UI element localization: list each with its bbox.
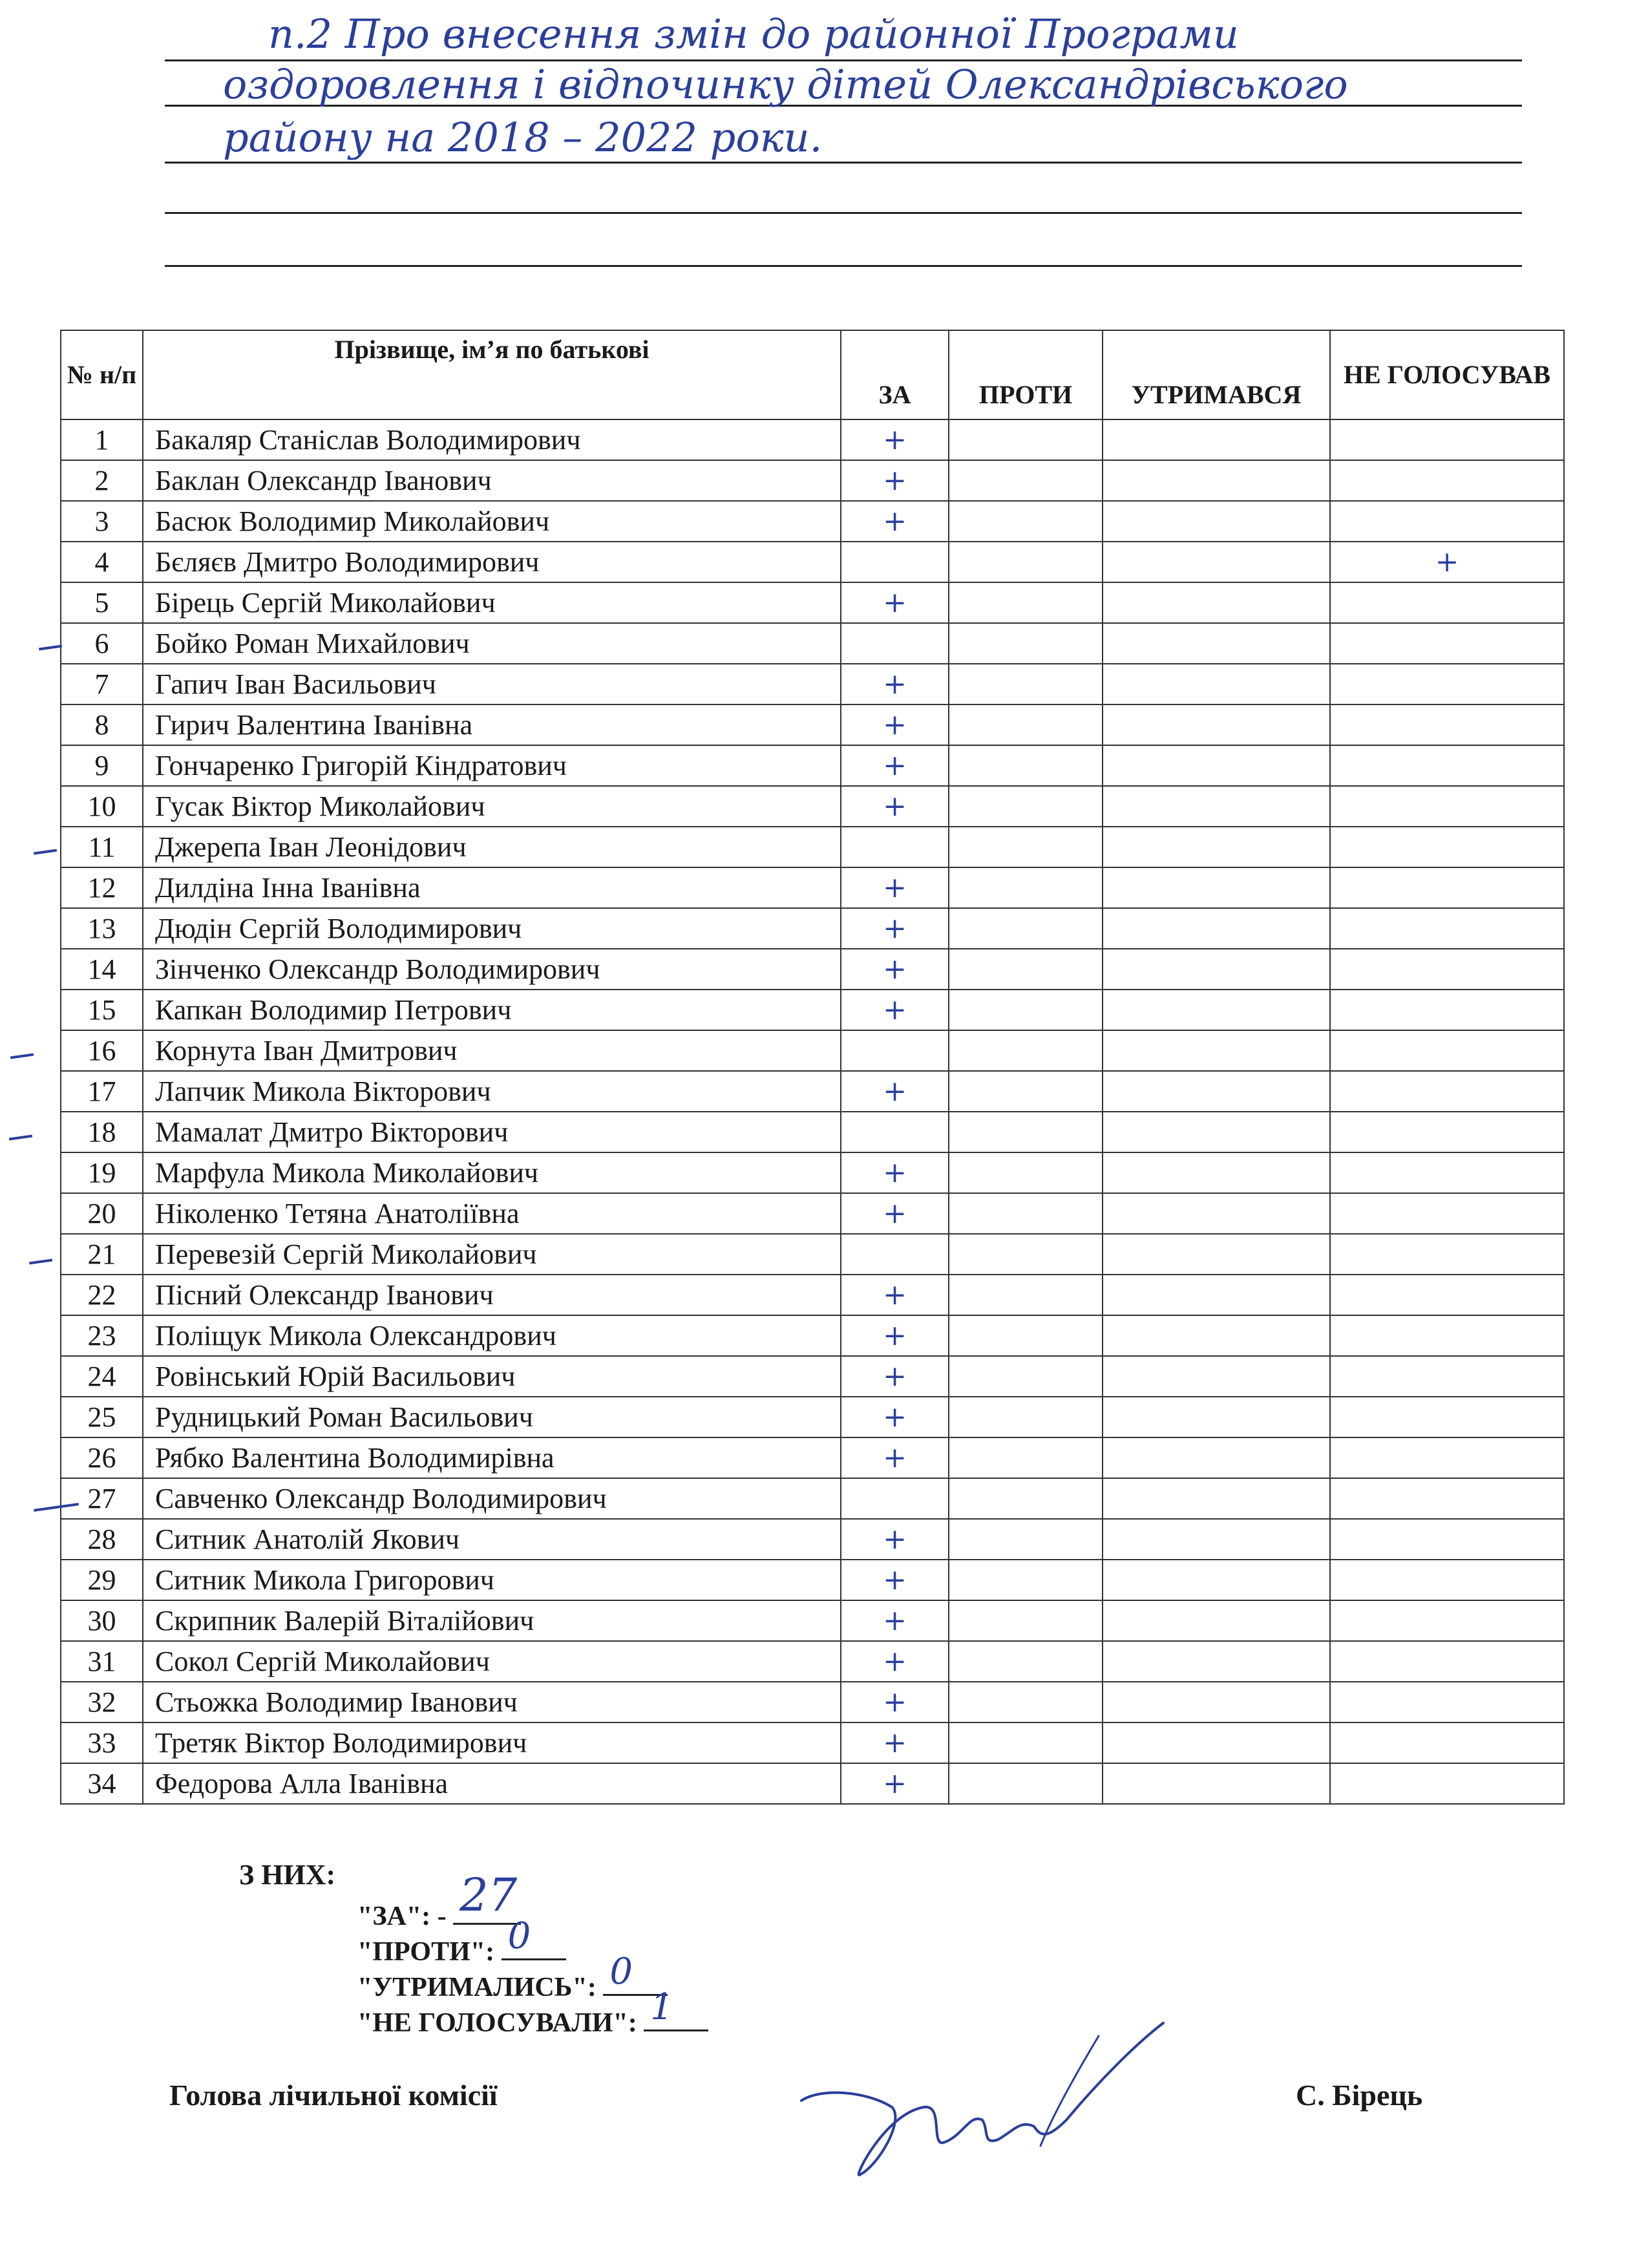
summary-proty-blank bbox=[502, 1915, 566, 1960]
row-number: 23 bbox=[61, 1315, 143, 1356]
margin-dash bbox=[9, 1135, 32, 1141]
table-row bbox=[61, 1275, 1564, 1315]
vote-ne-holosuvav-cell bbox=[1330, 949, 1564, 990]
header-za: ЗА bbox=[841, 330, 949, 419]
table-row bbox=[61, 1682, 1564, 1722]
vote-proty-cell bbox=[949, 1071, 1103, 1112]
vote-za-cell bbox=[841, 623, 949, 664]
vote-utrymavsia-cell bbox=[1103, 664, 1330, 705]
vote-utrymavsia-cell bbox=[1103, 827, 1330, 867]
vote-utrymavsia-cell bbox=[1103, 867, 1330, 908]
table-row bbox=[61, 1560, 1564, 1600]
vote-utrymavsia-cell bbox=[1103, 582, 1330, 623]
vote-za-cell: + bbox=[841, 419, 949, 460]
voting-table bbox=[60, 330, 1565, 1805]
vote-ne-holosuvav-cell bbox=[1330, 786, 1564, 827]
vote-proty-cell bbox=[949, 1193, 1103, 1234]
table-row bbox=[61, 1722, 1564, 1763]
table-row bbox=[61, 990, 1564, 1030]
summary-za-label: "ЗА": - bbox=[357, 1902, 447, 1931]
header-ne-holosuvav: НЕ ГОЛОСУВАВ bbox=[1330, 330, 1564, 419]
row-number: 30 bbox=[61, 1600, 143, 1641]
vote-za-cell: + bbox=[841, 1275, 949, 1315]
vote-proty-cell bbox=[949, 623, 1103, 664]
vote-za-cell: + bbox=[841, 1560, 949, 1600]
table-row bbox=[61, 1600, 1564, 1641]
vote-za-cell: + bbox=[841, 664, 949, 705]
vote-utrymavsia-cell bbox=[1103, 1519, 1330, 1560]
vote-ne-holosuvav-cell bbox=[1330, 1722, 1564, 1763]
vote-proty-cell bbox=[949, 1641, 1103, 1682]
vote-proty-cell bbox=[949, 460, 1103, 501]
table-row bbox=[61, 1071, 1564, 1112]
vote-za-cell: + bbox=[841, 1519, 949, 1560]
row-number: 9 bbox=[61, 745, 143, 786]
vote-utrymavsia-cell bbox=[1103, 1600, 1330, 1641]
member-name: Стьожка Володимир Іванович bbox=[143, 1682, 841, 1722]
vote-proty-cell bbox=[949, 1763, 1103, 1804]
member-name: Бойко Роман Михайлович bbox=[143, 623, 841, 664]
margin-dash bbox=[34, 849, 57, 855]
member-name: Капкан Володимир Петрович bbox=[143, 990, 841, 1030]
signature-icon bbox=[776, 2017, 1176, 2185]
row-number: 16 bbox=[61, 1030, 143, 1071]
vote-ne-holosuvav-cell bbox=[1330, 1560, 1564, 1600]
row-number: 29 bbox=[61, 1560, 143, 1600]
member-name: Ситник Анатолій Якович bbox=[143, 1519, 841, 1560]
vote-proty-cell bbox=[949, 1560, 1103, 1600]
member-name: Корнута Іван Дмитрович bbox=[143, 1030, 841, 1071]
vote-ne-holosuvav-cell bbox=[1330, 1641, 1564, 1682]
table-row bbox=[61, 1478, 1564, 1519]
member-name: Поліщук Микола Олександрович bbox=[143, 1315, 841, 1356]
agenda-line-1: п.2 Про внесення змін до районної Програми bbox=[268, 10, 1239, 58]
row-number: 17 bbox=[61, 1071, 143, 1112]
vote-proty-cell bbox=[949, 827, 1103, 867]
header-name: Прізвище, ім’я по батькові bbox=[143, 330, 841, 419]
vote-ne-holosuvav-cell bbox=[1330, 582, 1564, 623]
row-number: 5 bbox=[61, 582, 143, 623]
table-row bbox=[61, 745, 1564, 786]
member-name: Ровінський Юрій Васильович bbox=[143, 1356, 841, 1397]
vote-za-cell: + bbox=[841, 1356, 949, 1397]
vote-za-cell bbox=[841, 542, 949, 582]
vote-proty-cell bbox=[949, 1478, 1103, 1519]
vote-proty-cell bbox=[949, 867, 1103, 908]
table-row bbox=[61, 1437, 1564, 1478]
row-number: 6 bbox=[61, 623, 143, 664]
table-row bbox=[61, 949, 1564, 990]
table-row bbox=[61, 908, 1564, 949]
member-name: Сокол Сергій Миколайович bbox=[143, 1641, 841, 1682]
agenda-line-2: оздоровлення і відпочинку дітей Олександрівського bbox=[223, 61, 1348, 108]
vote-ne-holosuvav-cell bbox=[1330, 1600, 1564, 1641]
vote-proty-cell bbox=[949, 1600, 1103, 1641]
vote-utrymavsia-cell bbox=[1103, 1397, 1330, 1437]
summary-utrymalys-value: 0 bbox=[609, 1951, 633, 1993]
vote-ne-holosuvav-cell bbox=[1330, 827, 1564, 867]
row-number: 32 bbox=[61, 1682, 143, 1722]
summary-ne-holosuvaly-value: 1 bbox=[650, 1986, 673, 2028]
member-name: Рябко Валентина Володимирівна bbox=[143, 1437, 841, 1478]
vote-ne-holosuvav-cell bbox=[1330, 867, 1564, 908]
vote-utrymavsia-cell bbox=[1103, 786, 1330, 827]
row-number: 24 bbox=[61, 1356, 143, 1397]
vote-proty-cell bbox=[949, 990, 1103, 1030]
vote-za-cell: + bbox=[841, 745, 949, 786]
vote-ne-holosuvav-cell bbox=[1330, 1193, 1564, 1234]
vote-ne-holosuvav-cell bbox=[1330, 1030, 1564, 1071]
vote-utrymavsia-cell bbox=[1103, 1071, 1330, 1112]
summary-heading: З НИХ: bbox=[239, 1859, 336, 1891]
vote-utrymavsia-cell bbox=[1103, 1560, 1330, 1600]
vote-za-cell: + bbox=[841, 786, 949, 827]
table-row bbox=[61, 501, 1564, 542]
member-name: Мамалат Дмитро Вікторович bbox=[143, 1112, 841, 1152]
commission-chair-title: Голова лічильної комісії bbox=[169, 2079, 498, 2112]
row-number: 31 bbox=[61, 1641, 143, 1682]
vote-utrymavsia-cell bbox=[1103, 501, 1330, 542]
vote-proty-cell bbox=[949, 582, 1103, 623]
member-name: Лапчик Микола Вікторович bbox=[143, 1071, 841, 1112]
vote-za-cell bbox=[841, 1030, 949, 1071]
row-number: 21 bbox=[61, 1234, 143, 1275]
member-name: Савченко Олександр Володимирович bbox=[143, 1478, 841, 1519]
vote-za-cell: + bbox=[841, 990, 949, 1030]
summary-ne-holosuvaly-blank bbox=[644, 1986, 708, 2031]
vote-proty-cell bbox=[949, 949, 1103, 990]
vote-ne-holosuvav-cell bbox=[1330, 1763, 1564, 1804]
vote-utrymavsia-cell bbox=[1103, 460, 1330, 501]
member-name: Перевезій Сергій Миколайович bbox=[143, 1234, 841, 1275]
vote-utrymavsia-cell bbox=[1103, 1763, 1330, 1804]
vote-utrymavsia-cell bbox=[1103, 1030, 1330, 1071]
member-name: Ніколенко Тетяна Анатоліївна bbox=[143, 1193, 841, 1234]
vote-utrymavsia-cell bbox=[1103, 908, 1330, 949]
vote-proty-cell bbox=[949, 664, 1103, 705]
ruled-line bbox=[165, 162, 1522, 164]
vote-za-cell: + bbox=[841, 949, 949, 990]
vote-utrymavsia-cell bbox=[1103, 949, 1330, 990]
vote-ne-holosuvav-cell bbox=[1330, 1356, 1564, 1397]
vote-ne-holosuvav-cell bbox=[1330, 1112, 1564, 1152]
member-name: Дилдіна Інна Іванівна bbox=[143, 867, 841, 908]
table-row bbox=[61, 460, 1564, 501]
vote-ne-holosuvav-cell bbox=[1330, 745, 1564, 786]
ruled-line bbox=[165, 212, 1522, 214]
vote-za-cell: + bbox=[841, 705, 949, 745]
vote-utrymavsia-cell bbox=[1103, 1356, 1330, 1397]
vote-proty-cell bbox=[949, 1397, 1103, 1437]
vote-za-cell: + bbox=[841, 1641, 949, 1682]
row-number: 33 bbox=[61, 1722, 143, 1763]
vote-za-cell: + bbox=[841, 1071, 949, 1112]
member-name: Гирич Валентина Іванівна bbox=[143, 705, 841, 745]
header-proty: ПРОТИ bbox=[949, 330, 1103, 419]
table-row bbox=[61, 1152, 1564, 1193]
table-row bbox=[61, 582, 1564, 623]
vote-proty-cell bbox=[949, 419, 1103, 460]
table-row bbox=[61, 867, 1564, 908]
vote-ne-holosuvav-cell bbox=[1330, 990, 1564, 1030]
vote-za-cell: + bbox=[841, 908, 949, 949]
member-name: Бакаляр Станіслав Володимирович bbox=[143, 419, 841, 460]
vote-utrymavsia-cell bbox=[1103, 1112, 1330, 1152]
member-name: Пісний Олександр Іванович bbox=[143, 1275, 841, 1315]
commission-chair-name: С. Бірець bbox=[1296, 2079, 1423, 2112]
row-number: 10 bbox=[61, 786, 143, 827]
vote-utrymavsia-cell bbox=[1103, 1478, 1330, 1519]
table-body bbox=[61, 419, 1564, 1804]
member-name: Зінченко Олександр Володимирович bbox=[143, 949, 841, 990]
vote-utrymavsia-cell bbox=[1103, 1193, 1330, 1234]
row-number: 12 bbox=[61, 867, 143, 908]
table-row bbox=[61, 1030, 1564, 1071]
table-row bbox=[61, 1763, 1564, 1804]
table-row bbox=[61, 1193, 1564, 1234]
vote-za-cell: + bbox=[841, 1682, 949, 1722]
vote-ne-holosuvav-cell bbox=[1330, 1071, 1564, 1112]
vote-proty-cell bbox=[949, 1682, 1103, 1722]
member-name: Федорова Алла Іванівна bbox=[143, 1763, 841, 1804]
summary-za bbox=[357, 1869, 521, 1932]
member-name: Баклан Олександр Іванович bbox=[143, 460, 841, 501]
vote-ne-holosuvav-cell bbox=[1330, 1315, 1564, 1356]
row-number: 3 bbox=[61, 501, 143, 542]
member-name: Бєляєв Дмитро Володимирович bbox=[143, 542, 841, 582]
vote-ne-holosuvav-cell bbox=[1330, 623, 1564, 664]
table-row bbox=[61, 542, 1564, 582]
vote-utrymavsia-cell bbox=[1103, 1682, 1330, 1722]
table-row bbox=[61, 1397, 1564, 1437]
summary-utrymalys-label: "УТРИМАЛИСЬ": bbox=[357, 1973, 597, 2002]
ruled-line bbox=[165, 265, 1522, 267]
table-row bbox=[61, 1356, 1564, 1397]
member-name: Джерепа Іван Леонідович bbox=[143, 827, 841, 867]
row-number: 7 bbox=[61, 664, 143, 705]
vote-za-cell: + bbox=[841, 1722, 949, 1763]
vote-za-cell bbox=[841, 1478, 949, 1519]
table-row bbox=[61, 419, 1564, 460]
vote-utrymavsia-cell bbox=[1103, 745, 1330, 786]
vote-proty-cell bbox=[949, 1519, 1103, 1560]
summary-za-value: 27 bbox=[460, 1869, 518, 1922]
member-name: Басюк Володимир Миколайович bbox=[143, 501, 841, 542]
table-row bbox=[61, 1315, 1564, 1356]
summary-proty-value: 0 bbox=[507, 1915, 531, 1957]
header-utrymavsia: УТРИМАВСЯ bbox=[1103, 330, 1330, 419]
vote-ne-holosuvav-cell bbox=[1330, 1437, 1564, 1478]
member-name: Третяк Віктор Володимирович bbox=[143, 1722, 841, 1763]
table-row bbox=[61, 1519, 1564, 1560]
agenda-line-3: району на 2018 – 2022 роки. bbox=[223, 114, 823, 161]
table-row bbox=[61, 786, 1564, 827]
vote-proty-cell bbox=[949, 1356, 1103, 1397]
row-number: 4 bbox=[61, 542, 143, 582]
vote-za-cell: + bbox=[841, 1437, 949, 1478]
vote-za-cell: + bbox=[841, 582, 949, 623]
vote-proty-cell bbox=[949, 745, 1103, 786]
vote-utrymavsia-cell bbox=[1103, 705, 1330, 745]
vote-proty-cell bbox=[949, 1315, 1103, 1356]
member-name: Гапич Іван Васильович bbox=[143, 664, 841, 705]
row-number: 18 bbox=[61, 1112, 143, 1152]
vote-utrymavsia-cell bbox=[1103, 990, 1330, 1030]
vote-za-cell: + bbox=[841, 460, 949, 501]
vote-za-cell: + bbox=[841, 1315, 949, 1356]
member-name: Марфула Микола Миколайович bbox=[143, 1152, 841, 1193]
vote-utrymavsia-cell bbox=[1103, 1722, 1330, 1763]
margin-dash bbox=[39, 645, 62, 651]
vote-proty-cell bbox=[949, 1722, 1103, 1763]
vote-utrymavsia-cell bbox=[1103, 1275, 1330, 1315]
member-name: Рудницький Роман Васильович bbox=[143, 1397, 841, 1437]
table-header-row bbox=[61, 330, 1564, 419]
vote-ne-holosuvav-cell bbox=[1330, 705, 1564, 745]
header-num: № н/п bbox=[61, 330, 143, 419]
table-row bbox=[61, 1234, 1564, 1275]
row-number: 20 bbox=[61, 1193, 143, 1234]
vote-ne-holosuvav-cell bbox=[1330, 419, 1564, 460]
vote-proty-cell bbox=[949, 542, 1103, 582]
vote-utrymavsia-cell bbox=[1103, 542, 1330, 582]
vote-ne-holosuvav-cell bbox=[1330, 1152, 1564, 1193]
summary-ne-holosuvaly-label: "НЕ ГОЛОСУВАЛИ": bbox=[357, 2008, 637, 2038]
vote-utrymavsia-cell bbox=[1103, 1641, 1330, 1682]
vote-utrymavsia-cell bbox=[1103, 1234, 1330, 1275]
vote-za-cell: + bbox=[841, 1600, 949, 1641]
vote-proty-cell bbox=[949, 1112, 1103, 1152]
vote-ne-holosuvav-cell bbox=[1330, 908, 1564, 949]
vote-za-cell: + bbox=[841, 1152, 949, 1193]
vote-ne-holosuvav-cell bbox=[1330, 1397, 1564, 1437]
member-name: Ситник Микола Григорович bbox=[143, 1560, 841, 1600]
vote-za-cell: + bbox=[841, 1763, 949, 1804]
vote-proty-cell bbox=[949, 1437, 1103, 1478]
vote-utrymavsia-cell bbox=[1103, 419, 1330, 460]
row-number: 19 bbox=[61, 1152, 143, 1193]
vote-ne-holosuvav-cell bbox=[1330, 1275, 1564, 1315]
vote-ne-holosuvav-cell bbox=[1330, 1519, 1564, 1560]
vote-za-cell: + bbox=[841, 1397, 949, 1437]
row-number: 14 bbox=[61, 949, 143, 990]
margin-dash bbox=[29, 1259, 52, 1265]
vote-za-cell: + bbox=[841, 1193, 949, 1234]
member-name: Гончаренко Григорій Кіндратович bbox=[143, 745, 841, 786]
member-name: Скрипник Валерій Віталійович bbox=[143, 1600, 841, 1641]
vote-ne-holosuvav-cell bbox=[1330, 460, 1564, 501]
margin-dash bbox=[10, 1054, 34, 1059]
vote-utrymavsia-cell bbox=[1103, 623, 1330, 664]
vote-utrymavsia-cell bbox=[1103, 1437, 1330, 1478]
row-number: 26 bbox=[61, 1437, 143, 1478]
vote-proty-cell bbox=[949, 1275, 1103, 1315]
vote-ne-holosuvav-cell bbox=[1330, 501, 1564, 542]
row-number: 27 bbox=[61, 1478, 143, 1519]
row-number: 1 bbox=[61, 419, 143, 460]
row-number: 34 bbox=[61, 1763, 143, 1804]
member-name: Бірець Сергій Миколайович bbox=[143, 582, 841, 623]
vote-za-cell bbox=[841, 827, 949, 867]
row-number: 8 bbox=[61, 705, 143, 745]
vote-proty-cell bbox=[949, 786, 1103, 827]
row-number: 25 bbox=[61, 1397, 143, 1437]
vote-proty-cell bbox=[949, 1234, 1103, 1275]
table-row bbox=[61, 705, 1564, 745]
table-row bbox=[61, 827, 1564, 867]
row-number: 15 bbox=[61, 990, 143, 1030]
vote-proty-cell bbox=[949, 1030, 1103, 1071]
row-number: 28 bbox=[61, 1519, 143, 1560]
vote-za-cell bbox=[841, 1234, 949, 1275]
member-name: Гусак Віктор Миколайович bbox=[143, 786, 841, 827]
vote-proty-cell bbox=[949, 1152, 1103, 1193]
vote-ne-holosuvav-cell bbox=[1330, 664, 1564, 705]
vote-utrymavsia-cell bbox=[1103, 1315, 1330, 1356]
vote-proty-cell bbox=[949, 705, 1103, 745]
vote-proty-cell bbox=[949, 908, 1103, 949]
vote-ne-holosuvav-cell bbox=[1330, 1478, 1564, 1519]
table-row bbox=[61, 664, 1564, 705]
vote-ne-holosuvav-cell bbox=[1330, 1234, 1564, 1275]
vote-za-cell: + bbox=[841, 867, 949, 908]
table-row bbox=[61, 623, 1564, 664]
row-number: 22 bbox=[61, 1275, 143, 1315]
vote-utrymavsia-cell bbox=[1103, 1152, 1330, 1193]
vote-za-cell: + bbox=[841, 501, 949, 542]
row-number: 13 bbox=[61, 908, 143, 949]
member-name: Дюдін Сергій Володимирович bbox=[143, 908, 841, 949]
row-number: 11 bbox=[61, 827, 143, 867]
vote-ne-holosuvav-cell bbox=[1330, 1682, 1564, 1722]
vote-za-cell bbox=[841, 1112, 949, 1152]
summary-proty-label: "ПРОТИ": bbox=[357, 1937, 495, 1967]
table-row bbox=[61, 1641, 1564, 1682]
vote-ne-holosuvav-cell: + bbox=[1330, 542, 1564, 582]
row-number: 2 bbox=[61, 460, 143, 501]
table-row bbox=[61, 1112, 1564, 1152]
vote-proty-cell bbox=[949, 501, 1103, 542]
